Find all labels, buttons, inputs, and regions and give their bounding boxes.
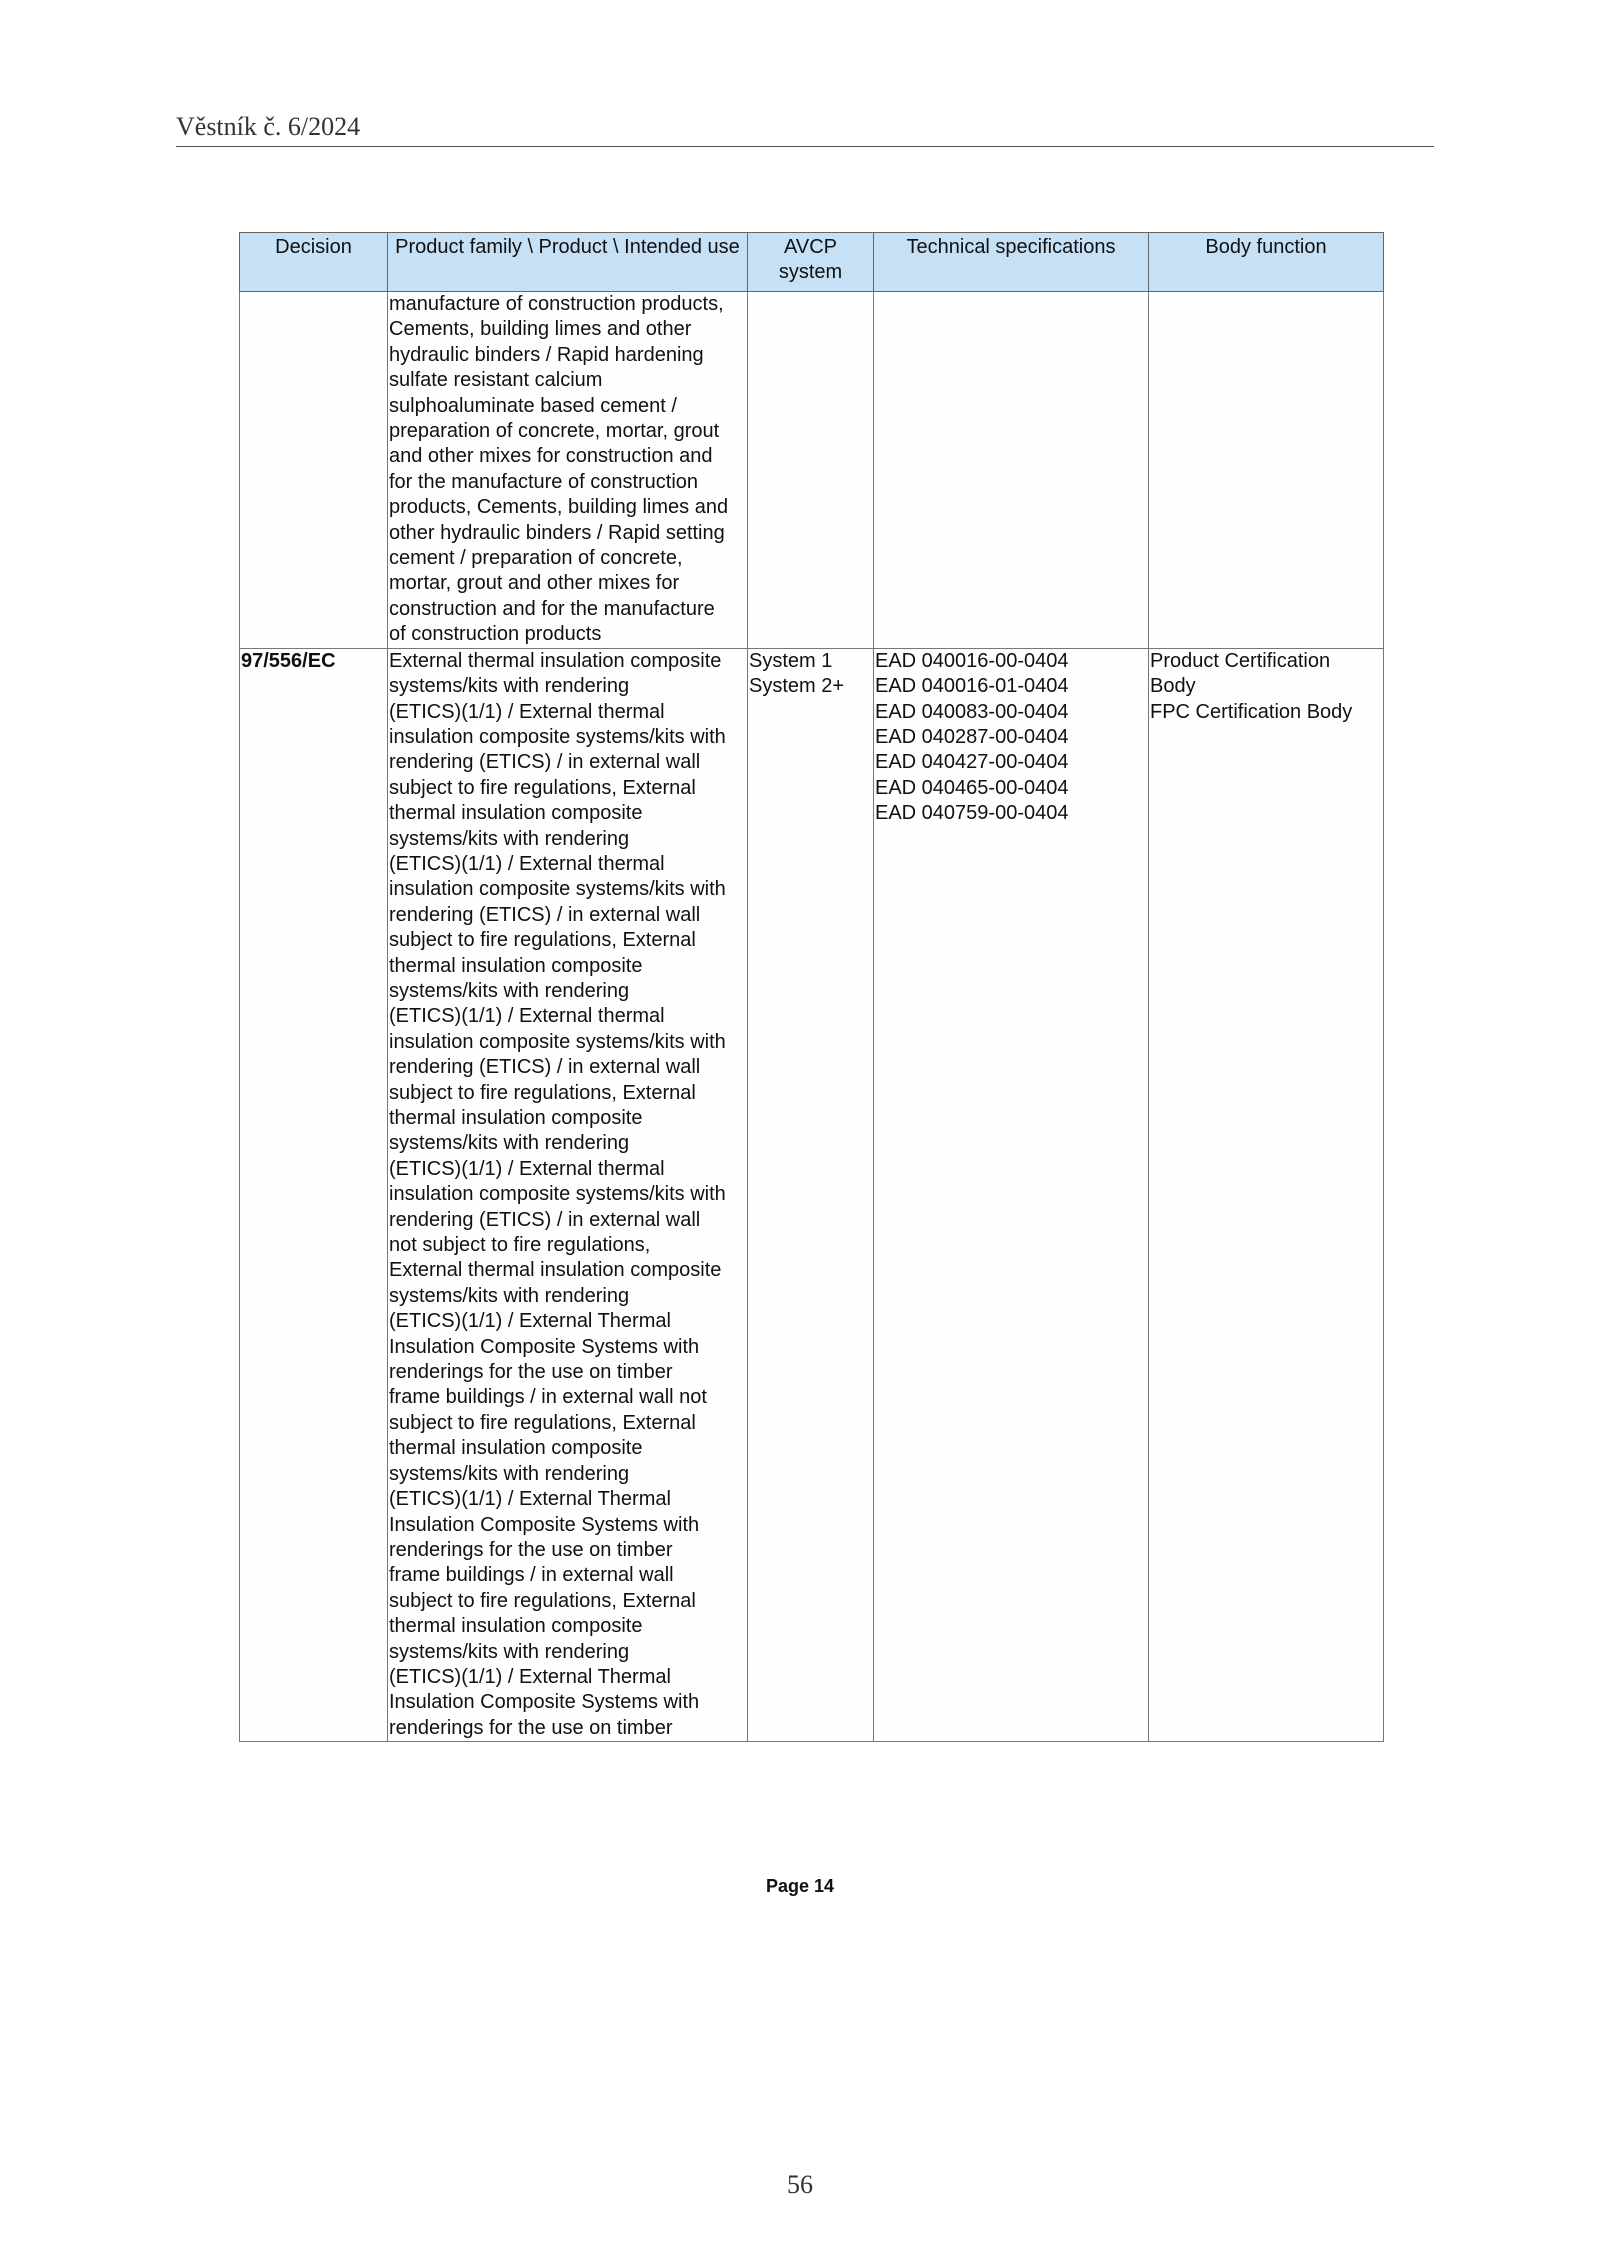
cell-line: mortar, grout and other mixes for [389,572,680,595]
header-technical-specifications: Technical specifications [874,233,1149,292]
cell-line: subject to fire regulations, External [389,776,696,799]
cell-line: (ETICS)(1/1) / External thermal [389,1005,665,1028]
cell-line: Insulation Composite Systems with [389,1691,700,1714]
cell-line: rendering (ETICS) / in external wall [389,903,701,926]
page-label: Page 14 [765,1876,835,1896]
cell-line: not subject to fire regulations, [389,1234,651,1257]
cell-line: systems/kits with rendering [389,1640,630,1663]
cell-line: hydraulic binders / Rapid hardening [389,343,704,366]
decision-cell [240,292,388,649]
cell-line: systems/kits with rendering [389,827,630,850]
cell-line: (ETICS)(1/1) / External thermal [389,700,665,723]
cell-line: for the manufacture of construction [389,470,699,493]
cell-line: System 1 [749,649,833,672]
cell-line: sulphoaluminate based cement / [389,394,677,417]
cell-line: construction and for the manufacture [389,597,715,620]
cell-line: (ETICS)(1/1) / External Thermal [389,1488,671,1511]
cell-line: preparation of concrete, mortar, grout [389,420,720,443]
cell-line: thermal insulation composite [389,802,643,825]
cell-line: Insulation Composite Systems with [389,1335,700,1358]
decision-cell: 97/556/EC [240,648,388,1741]
body-function-cell [1149,292,1384,649]
cell-line: and other mixes for construction and [389,445,713,468]
header-row [240,233,1384,292]
cell-line: of construction products [389,623,602,646]
header-body-function: Body function [1149,233,1384,292]
cell-line: frame buildings / in external wall not [389,1386,707,1409]
cell-line: subject to fire regulations, External [389,1081,696,1104]
cell-line: EAD 040016-00-0404 [875,649,1069,672]
cell-line: (ETICS)(1/1) / External Thermal [389,1310,671,1333]
cell-line: rendering (ETICS) / in external wall [389,1208,701,1231]
header-decision: Decision [240,233,388,292]
cell-line: EAD 040427-00-0404 [875,751,1069,774]
cell-line: Product Certification [1150,649,1331,672]
cell-line: EAD 040759-00-0404 [875,802,1069,825]
cell-line: insulation composite systems/kits with [389,878,726,901]
cell-line: (ETICS)(1/1) / External thermal [389,852,665,875]
cell-line: (ETICS)(1/1) / External thermal [389,1157,665,1180]
cell-line: insulation composite systems/kits with [389,725,726,748]
cell-line: External thermal insulation composite [389,649,722,672]
table-row [240,292,1384,649]
cell-line: thermal insulation composite [389,954,643,977]
cell-line: External thermal insulation composite [389,1259,722,1282]
page-number: 56 [787,2170,813,2199]
cell-line: (ETICS)(1/1) / External Thermal [389,1665,671,1688]
cell-line: Cements, building limes and other [389,318,692,341]
header-avcp-system: AVCP system [748,233,874,292]
cell-line: renderings for the use on timber [389,1716,673,1739]
cell-line: rendering (ETICS) / in external wall [389,1056,701,1079]
cell-line: other hydraulic binders / Rapid setting [389,521,725,544]
cell-line: EAD 040287-00-0404 [875,725,1069,748]
cell-line: rendering (ETICS) / in external wall [389,751,701,774]
header-rule [176,146,1434,147]
table-row [240,648,1384,1741]
product-cell [388,292,748,649]
cell-line: sulfate resistant calcium [389,369,603,392]
cell-line: EAD 040016-01-0404 [875,675,1069,698]
cell-line: systems/kits with rendering [389,1132,630,1155]
cell-line: frame buildings / in external wall [389,1564,674,1587]
cell-line: EAD 040465-00-0404 [875,776,1069,799]
spec-cell [874,292,1149,649]
avcp-cell [748,292,874,649]
running-head: Věstník č. 6/2024 [176,112,361,141]
cell-line: renderings for the use on timber [389,1538,673,1561]
cell-line: manufacture of construction products, [389,293,724,315]
cell-line: systems/kits with rendering [389,1284,630,1307]
cell-line: renderings for the use on timber [389,1361,673,1384]
cell-line: systems/kits with rendering [389,675,630,698]
spec-cell [874,648,1149,1741]
cell-line: subject to fire regulations, External [389,1589,696,1612]
avcp-cell [748,648,874,1741]
cell-line: Body [1150,675,1196,698]
body-function-cell [1149,648,1384,1741]
cell-line: thermal insulation composite [389,1615,643,1638]
cell-line: thermal insulation composite [389,1107,643,1129]
cell-line: subject to fire regulations, External [389,1411,696,1434]
cell-line: System 2+ [749,675,845,698]
cell-line: insulation composite systems/kits with [389,1030,726,1053]
cell-line: cement / preparation of concrete, [389,547,683,570]
cell-line: insulation composite systems/kits with [389,1183,726,1206]
cell-line: EAD 040083-00-0404 [875,700,1069,723]
cell-line: products, Cements, building limes and [389,496,729,519]
decisions-table [239,232,1384,1742]
cell-line: thermal insulation composite [389,1437,643,1460]
product-cell [388,648,748,1741]
cell-line: systems/kits with rendering [389,1462,630,1485]
header-product-family: Product family \ Product \ Intended use [388,233,748,292]
cell-line: Insulation Composite Systems with [389,1513,700,1536]
cell-line: subject to fire regulations, External [389,929,696,952]
cell-line: systems/kits with rendering [389,979,630,1002]
cell-line: FPC Certification Body [1150,700,1353,723]
